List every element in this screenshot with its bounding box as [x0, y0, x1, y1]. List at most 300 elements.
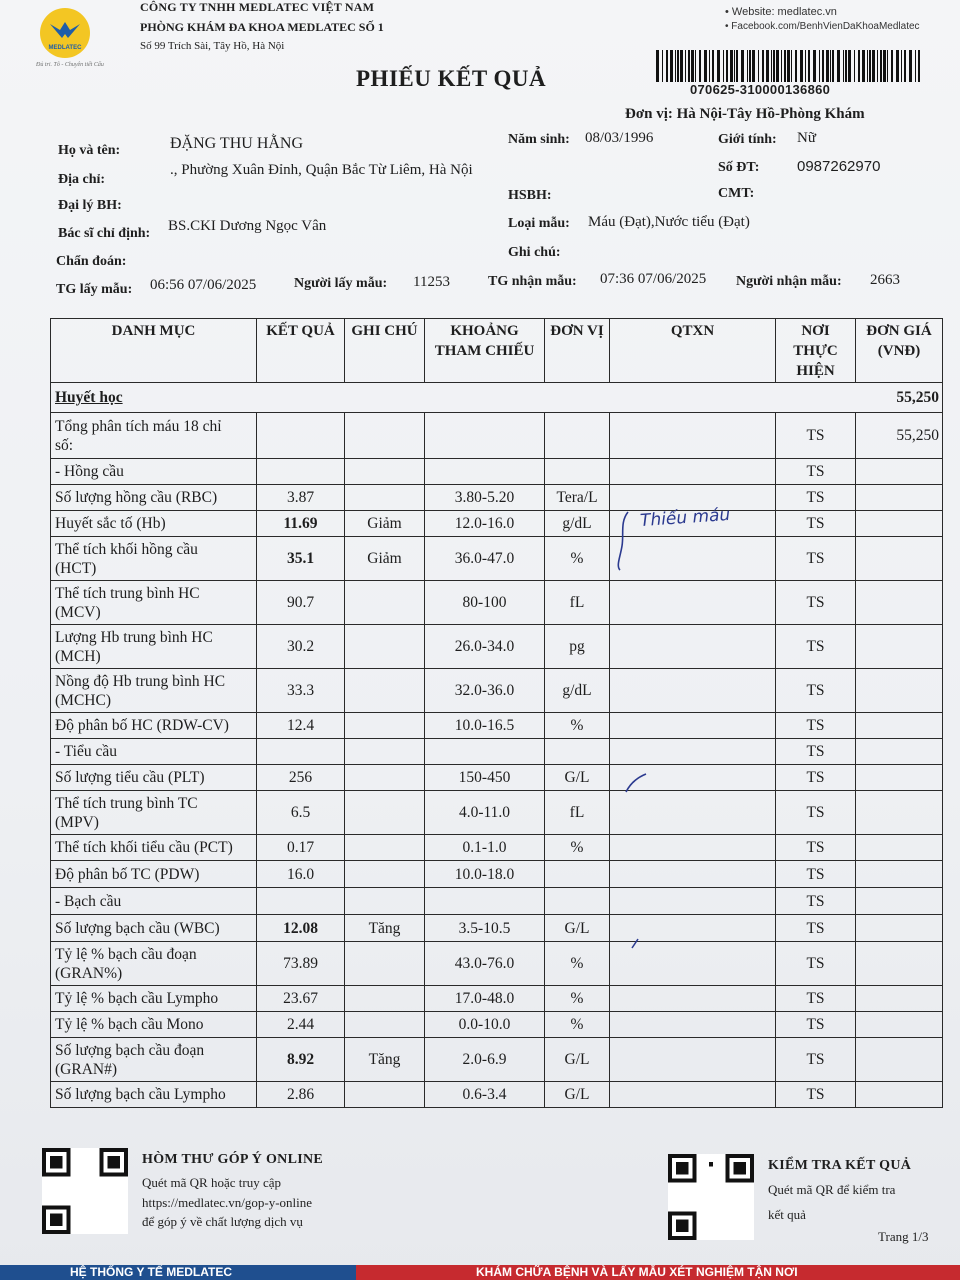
barcode-bar: [695, 50, 696, 82]
header-price: ĐƠN GIÁ (VNĐ): [856, 319, 943, 383]
qtxn-cell: [610, 835, 776, 861]
barcode-bar: [837, 50, 840, 82]
section-name: Huyết học: [55, 389, 123, 406]
unit-value: Tera/L: [545, 485, 610, 511]
check-result-title: KIỂM TRA KẾT QUẢ: [768, 1158, 912, 1173]
barcode-bar: [709, 50, 710, 82]
table-row: [51, 713, 943, 739]
result-note: [345, 413, 425, 459]
result-note: [345, 986, 425, 1012]
unit-label: Đơn vị: Hà Nội-Tây Hồ-Phòng Khám: [625, 106, 865, 122]
table-row: [51, 791, 943, 835]
barcode-bar: [662, 50, 663, 82]
logo-slogan: Đủ tri. Tô - Chuyên tiết Cấu: [36, 62, 104, 68]
price-value: [856, 915, 943, 942]
place-value: TS: [776, 713, 856, 739]
price-value: [856, 1038, 943, 1082]
unit-value: [545, 888, 610, 915]
qr-finder: [50, 1214, 62, 1226]
reference-range: 36.0-47.0: [425, 537, 545, 581]
reference-range: 12.0-16.0: [425, 511, 545, 537]
footer-band-right: KHÁM CHỮA BỆNH VÀ LẤY MẪU XÉT NGHIỆM TẬN NƠI: [356, 1265, 960, 1280]
unit-value: [545, 459, 610, 485]
qr-finder: [50, 1156, 62, 1168]
result-value: [257, 739, 345, 765]
header-result: KẾT QUẢ: [257, 319, 345, 383]
result-note: [345, 791, 425, 835]
reference-range: [425, 413, 545, 459]
facebook-link[interactable]: • Facebook.com/BenhVienDaKhoaMedlatec: [725, 21, 920, 32]
item-name: Thể tích trung bình TC (MPV): [51, 791, 257, 835]
place-value: TS: [776, 625, 856, 669]
website-link[interactable]: • Website: medlatec.vn: [725, 6, 837, 18]
barcode-bar: [787, 50, 790, 82]
table-row: [51, 413, 943, 459]
table-row: [51, 986, 943, 1012]
result-value: 35.1: [257, 537, 345, 581]
unit-value: g/dL: [545, 669, 610, 713]
barcode-bar: [915, 50, 916, 82]
barcode-bar: [704, 50, 707, 82]
unit-value: %: [545, 835, 610, 861]
price-value: [856, 861, 943, 888]
sample-type: Máu (Đạt),Nước tiểu (Đạt): [588, 214, 750, 230]
result-note: [345, 581, 425, 625]
doctor-name: BS.CKI Dương Ngọc Vân: [168, 218, 327, 234]
qtxn-cell: [610, 986, 776, 1012]
qtxn-cell: [610, 713, 776, 739]
result-value: 33.3: [257, 669, 345, 713]
unit-value: pg: [545, 625, 610, 669]
patient-name: ĐẶNG THU HẰNG: [170, 135, 304, 152]
reference-range: 43.0-76.0: [425, 942, 545, 986]
barcode-bar: [781, 50, 782, 82]
unit-value: g/dL: [545, 511, 610, 537]
place-value: TS: [776, 581, 856, 625]
result-value: 6.5: [257, 791, 345, 835]
barcode-bar: [685, 50, 686, 82]
barcode-bar: [776, 50, 779, 82]
result-value: 12.08: [257, 915, 345, 942]
receiver-label: Người nhận mẫu:: [736, 274, 842, 289]
phone-label: Số ĐT:: [718, 160, 760, 175]
barcode: [654, 50, 924, 82]
barcode-bar: [872, 50, 875, 82]
item-name: Lượng Hb trung bình HC (MCH): [51, 625, 257, 669]
qtxn-cell: [610, 625, 776, 669]
result-note: Giảm: [345, 537, 425, 581]
item-name: Độ phân bố HC (RDW-CV): [51, 713, 257, 739]
unit-value: %: [545, 1012, 610, 1038]
price-value: [856, 1012, 943, 1038]
barcode-bar: [762, 50, 764, 82]
reference-range: 32.0-36.0: [425, 669, 545, 713]
name-label: Họ và tên:: [58, 143, 121, 158]
barcode-bar: [822, 50, 824, 82]
result-note: Giảm: [345, 511, 425, 537]
barcode-bar: [808, 50, 810, 82]
item-name: Độ phân bố TC (PDW): [51, 861, 257, 888]
unit-value: [545, 861, 610, 888]
header-note: GHI CHÚ: [345, 319, 425, 383]
item-name: Số lượng bạch cầu đoạn (GRAN#): [51, 1038, 257, 1082]
price-value: [856, 765, 943, 791]
barcode-bar: [699, 50, 701, 82]
collector-id: 11253: [413, 274, 450, 290]
barcode-bar: [909, 50, 912, 82]
patient-gender: Nữ: [797, 130, 816, 146]
qtxn-cell: [610, 888, 776, 915]
result-value: [257, 459, 345, 485]
collect-time: 06:56 07/06/2025: [150, 277, 257, 293]
barcode-bar: [758, 50, 759, 82]
diagnosis-label: Chẩn đoán:: [56, 254, 127, 269]
barcode-bar: [749, 50, 751, 82]
patient-birth: 08/03/1996: [585, 130, 654, 146]
feedback-line-1: Quét mã QR hoặc truy cập: [142, 1175, 281, 1190]
barcode-bar: [904, 50, 906, 82]
barcode-bar: [771, 50, 772, 82]
place-value: TS: [776, 537, 856, 581]
price-value: [856, 888, 943, 915]
barcode-bar: [741, 50, 744, 82]
barcode-bar: [858, 50, 860, 82]
collector-label: Người lấy mẫu:: [294, 276, 388, 291]
qtxn-cell: [610, 459, 776, 485]
unit-value: G/L: [545, 1038, 610, 1082]
reference-range: 0.1-1.0: [425, 835, 545, 861]
barcode-bar: [747, 50, 748, 82]
barcode-bar: [848, 50, 851, 82]
item-name: Nồng độ Hb trung bình HC (MCHC): [51, 669, 257, 713]
barcode-bar: [813, 50, 816, 82]
reference-range: 3.5-10.5: [425, 915, 545, 942]
place-value: TS: [776, 835, 856, 861]
collect-time-label: TG lấy mẫu:: [56, 282, 133, 297]
place-value: TS: [776, 739, 856, 765]
barcode-bar: [832, 50, 834, 82]
barcode-bar: [723, 50, 724, 82]
barcode-bar: [826, 50, 829, 82]
place-value: TS: [776, 1082, 856, 1108]
unit-value: G/L: [545, 915, 610, 942]
barcode-bar: [891, 50, 893, 82]
feedback-title: HÒM THƯ GÓP Ý ONLINE: [142, 1152, 324, 1167]
patient-address: ., Phường Xuân Đỉnh, Quận Bắc Từ Liêm, Hà Nội: [170, 162, 473, 178]
reference-range: 10.0-18.0: [425, 861, 545, 888]
company-name: CÔNG TY TNHH MEDLATEC VIỆT NAM: [140, 0, 375, 14]
barcode-bar: [918, 50, 920, 82]
barcode-bar: [773, 50, 775, 82]
barcode-bar: [691, 50, 694, 82]
barcode-bar: [854, 50, 855, 82]
barcode-bar: [869, 50, 871, 82]
unit-value: fL: [545, 791, 610, 835]
reference-range: 2.0-6.9: [425, 1038, 545, 1082]
table-row: [51, 888, 943, 915]
barcode-bar: [766, 50, 769, 82]
reference-range: 3.80-5.20: [425, 485, 545, 511]
qtxn-cell: [610, 669, 776, 713]
barcode-bar: [784, 50, 786, 82]
place-value: TS: [776, 1038, 856, 1082]
note-label: Ghi chú:: [508, 245, 561, 260]
page-title: PHIẾU KẾT QUẢ: [356, 66, 547, 91]
barcode-bar: [666, 50, 668, 82]
table-row: [51, 511, 943, 537]
barcode-bar: [677, 50, 679, 82]
result-note: Tăng: [345, 915, 425, 942]
footer-band-left: HỆ THỐNG Y TẾ MEDLATEC: [0, 1265, 356, 1280]
qr-module: [709, 1162, 713, 1166]
price-value: [856, 537, 943, 581]
item-name: Số lượng tiểu cầu (PLT): [51, 765, 257, 791]
item-name: Tỷ lệ % bạch cầu Mono: [51, 1012, 257, 1038]
item-name: Tổng phân tích máu 18 chỉ số:: [51, 413, 257, 459]
barcode-bar: [795, 50, 797, 82]
doctor-label: Bác sĩ chỉ định:: [58, 226, 151, 241]
qr-finder: [734, 1162, 746, 1174]
reference-range: 10.0-16.5: [425, 713, 545, 739]
item-name: - Hồng cầu: [51, 459, 257, 485]
result-note: [345, 669, 425, 713]
place-value: TS: [776, 669, 856, 713]
table-row: [51, 1012, 943, 1038]
barcode-bar: [717, 50, 720, 82]
price-value: 55,250: [856, 413, 943, 459]
price-value: [856, 739, 943, 765]
header-place: NƠI THỰC HIỆN: [776, 319, 856, 383]
result-value: 8.92: [257, 1038, 345, 1082]
check-result-line-1: Quét mã QR để kiểm tra: [768, 1182, 896, 1197]
price-value: [856, 511, 943, 537]
result-value: 11.69: [257, 511, 345, 537]
result-note: [345, 1012, 425, 1038]
cmt-label: CMT:: [718, 186, 755, 201]
unit-value: %: [545, 986, 610, 1012]
check-result-line-2: kết quả: [768, 1207, 806, 1222]
handwritten-note: Thiếu máu: [639, 504, 731, 532]
table-row: [51, 861, 943, 888]
unit-value: G/L: [545, 765, 610, 791]
result-note: [345, 765, 425, 791]
place-value: TS: [776, 413, 856, 459]
place-value: TS: [776, 942, 856, 986]
result-note: [345, 888, 425, 915]
qr-finder: [676, 1220, 688, 1232]
handwritten-check-plt: [622, 770, 652, 796]
result-note: [345, 835, 425, 861]
barcode-bar: [887, 50, 888, 82]
reference-range: [425, 739, 545, 765]
place-value: TS: [776, 861, 856, 888]
reference-range: 0.6-3.4: [425, 1082, 545, 1108]
hsbh-label: HSBH:: [508, 188, 552, 203]
header-range: KHOẢNG THAM CHIẾU: [425, 319, 545, 383]
price-value: [856, 625, 943, 669]
price-value: [856, 1082, 943, 1108]
qr-finder: [676, 1162, 688, 1174]
barcode-bar: [675, 50, 676, 82]
result-note: [345, 861, 425, 888]
table-row: [51, 915, 943, 942]
header-item: DANH MỤC: [51, 319, 257, 383]
result-note: [345, 942, 425, 986]
qtxn-cell: [610, 791, 776, 835]
item-name: Thể tích khối hồng cầu (HCT): [51, 537, 257, 581]
result-value: 3.87: [257, 485, 345, 511]
barcode-bar: [830, 50, 831, 82]
barcode-bar: [819, 50, 820, 82]
barcode-bar: [843, 50, 844, 82]
result-value: 16.0: [257, 861, 345, 888]
table-row: [51, 1082, 943, 1108]
birth-label: Năm sinh:: [508, 132, 570, 147]
reference-range: [425, 459, 545, 485]
table-row: [51, 765, 943, 791]
result-value: 12.4: [257, 713, 345, 739]
receiver-id: 2663: [870, 272, 900, 288]
price-value: [856, 942, 943, 986]
reference-range: 80-100: [425, 581, 545, 625]
unit-value: G/L: [545, 1082, 610, 1108]
price-value: [856, 835, 943, 861]
result-value: 73.89: [257, 942, 345, 986]
barcode-bar: [805, 50, 806, 82]
patient-phone: 0987262970: [797, 158, 881, 175]
qtxn-cell: [610, 1038, 776, 1082]
result-note: [345, 739, 425, 765]
item-name: - Tiểu cầu: [51, 739, 257, 765]
result-value: 256: [257, 765, 345, 791]
place-value: TS: [776, 1012, 856, 1038]
results-table: [50, 318, 943, 1108]
check-result-qr-code[interactable]: [668, 1154, 754, 1240]
receive-time-label: TG nhận mẫu:: [488, 274, 577, 289]
barcode-bar: [680, 50, 683, 82]
barcode-bar: [791, 50, 792, 82]
sample-type-label: Loại mẫu:: [508, 216, 570, 231]
place-value: TS: [776, 459, 856, 485]
unit-value: fL: [545, 581, 610, 625]
table-row: [51, 835, 943, 861]
price-value: [856, 713, 943, 739]
barcode-bar: [877, 50, 878, 82]
page-number: Trang 1/3: [878, 1229, 929, 1244]
result-value: [257, 888, 345, 915]
table-row: [51, 581, 943, 625]
barcode-bar: [752, 50, 755, 82]
result-value: [257, 413, 345, 459]
result-note: [345, 485, 425, 511]
result-value: 0.17: [257, 835, 345, 861]
barcode-bar: [883, 50, 886, 82]
gender-label: Giới tính:: [718, 132, 777, 147]
result-note: [345, 1082, 425, 1108]
price-value: [856, 986, 943, 1012]
result-note: Tăng: [345, 1038, 425, 1082]
qr-finder: [108, 1156, 120, 1168]
barcode-bar: [730, 50, 733, 82]
barcode-bar: [726, 50, 728, 82]
table-row: [51, 485, 943, 511]
section-row: [51, 383, 943, 413]
table-row: [51, 739, 943, 765]
barcode-bar: [656, 50, 659, 82]
barcode-number: 070625-310000136860: [690, 82, 831, 97]
table-row: [51, 459, 943, 485]
qtxn-cell: [610, 581, 776, 625]
place-value: TS: [776, 915, 856, 942]
reference-range: 150-450: [425, 765, 545, 791]
result-note: [345, 625, 425, 669]
item-name: Tỷ lệ % bạch cầu Lympho: [51, 986, 257, 1012]
result-value: 2.44: [257, 1012, 345, 1038]
medlatec-logo: [40, 8, 90, 58]
result-value: 90.7: [257, 581, 345, 625]
barcode-bar: [896, 50, 899, 82]
price-value: [856, 581, 943, 625]
reference-range: [425, 888, 545, 915]
receive-time: 07:36 07/06/2025: [600, 271, 707, 287]
price-value: [856, 459, 943, 485]
feedback-line-3: để góp ý về chất lượng dịch vụ: [142, 1214, 303, 1229]
reference-range: 4.0-11.0: [425, 791, 545, 835]
barcode-bar: [688, 50, 690, 82]
result-value: 30.2: [257, 625, 345, 669]
reference-range: 17.0-48.0: [425, 986, 545, 1012]
address-label: Địa chỉ:: [58, 172, 106, 187]
reference-range: 26.0-34.0: [425, 625, 545, 669]
item-name: Huyết sắc tố (Hb): [51, 511, 257, 537]
barcode-bar: [862, 50, 865, 82]
place-value: TS: [776, 765, 856, 791]
qtxn-cell: [610, 861, 776, 888]
unit-value: %: [545, 537, 610, 581]
barcode-bar: [901, 50, 902, 82]
agent-label: Đại lý BH:: [58, 198, 122, 213]
feedback-link[interactable]: https://medlatec.vn/gop-y-online: [142, 1195, 313, 1210]
barcode-bar: [712, 50, 714, 82]
item-name: - Bạch cầu: [51, 888, 257, 915]
barcode-bar: [670, 50, 673, 82]
table-row: [51, 625, 943, 669]
header-qtxn: QTXN: [610, 319, 776, 383]
feedback-qr-code[interactable]: [42, 1148, 128, 1234]
item-name: Số lượng hồng cầu (RBC): [51, 485, 257, 511]
unit-value: [545, 739, 610, 765]
item-name: Tỷ lệ % bạch cầu đoạn (GRAN%): [51, 942, 257, 986]
item-name: Số lượng bạch cầu Lympho: [51, 1082, 257, 1108]
clinic-address: Số 99 Trích Sài, Tây Hồ, Hà Nội: [140, 40, 285, 52]
place-value: TS: [776, 485, 856, 511]
table-row: [51, 669, 943, 713]
header-unit: ĐƠN VỊ: [545, 319, 610, 383]
clinic-name: PHÒNG KHÁM ĐA KHOA MEDLATEC SỐ 1: [140, 20, 384, 34]
reference-range: 0.0-10.0: [425, 1012, 545, 1038]
qtxn-cell: [610, 739, 776, 765]
price-value: [856, 791, 943, 835]
result-note: [345, 713, 425, 739]
place-value: TS: [776, 791, 856, 835]
table-row: [51, 1038, 943, 1082]
unit-value: %: [545, 942, 610, 986]
price-value: [856, 485, 943, 511]
qtxn-cell: [610, 413, 776, 459]
section-price: 55,250: [856, 383, 943, 413]
result-value: 23.67: [257, 986, 345, 1012]
logo-text: MEDLATEC: [48, 45, 82, 51]
